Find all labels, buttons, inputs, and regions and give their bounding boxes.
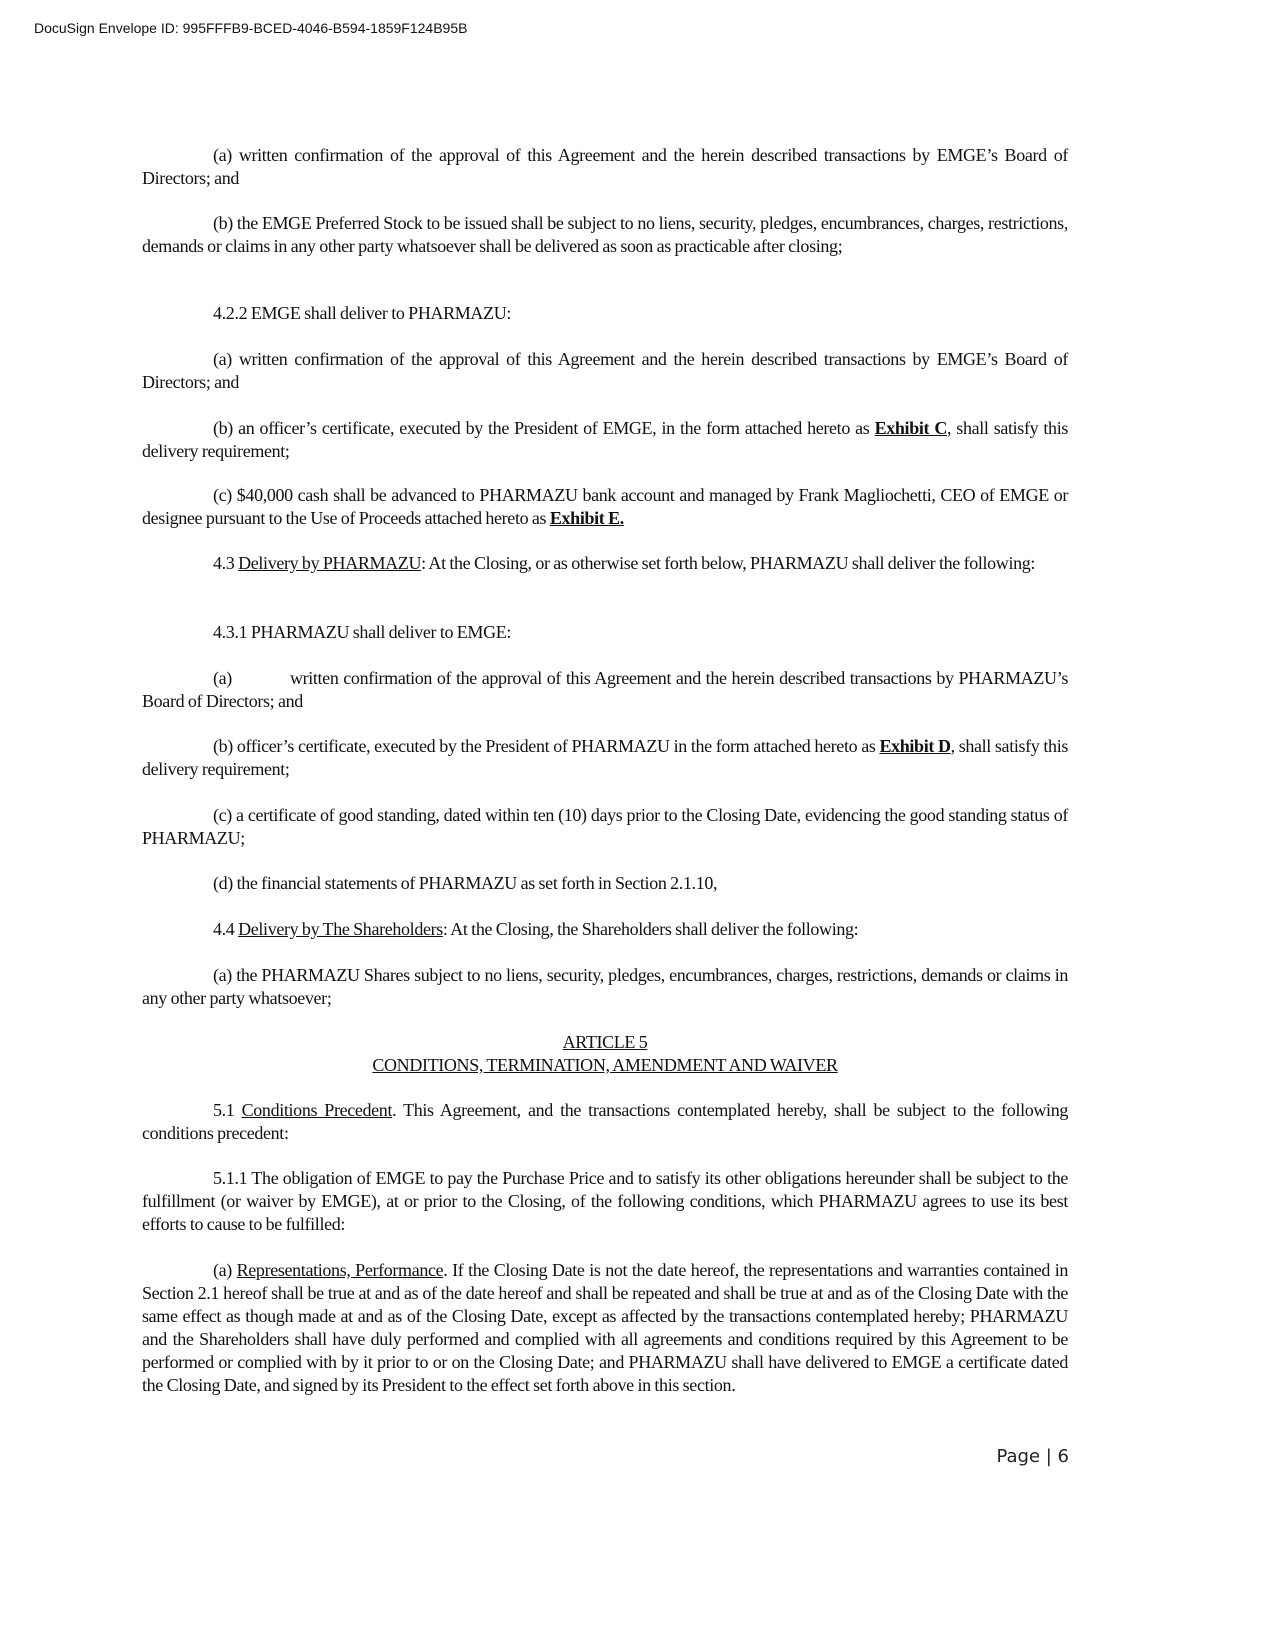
paragraph (142, 348, 1068, 394)
text-segment: : At the Closing, or as otherwise set forth below, PHARMAZU shall deliver the following: (421, 553, 1036, 573)
exhibit-reference: Exhibit E. (549, 508, 624, 528)
text-segment: written confirmation of the approval of this Agreement and the herein described transactions by PHARMAZU’s Board of Directors; and (142, 668, 1068, 711)
paragraph (142, 735, 1068, 781)
text-segment: (b) an officer’s certificate, executed by the President of EMGE, in the form attached hereto as (213, 418, 875, 438)
text-segment: 4.3.1 PHARMAZU shall deliver to EMGE: (213, 622, 512, 642)
underlined-term: CONDITIONS, TERMINATION, AMENDMENT AND WAIVER (372, 1055, 838, 1075)
paragraph (142, 1167, 1068, 1236)
text-segment: (a) the PHARMAZU Shares subject to no liens, security, pledges, encumbrances, charges, restrictions, demands or claims in any other party whatsoever; (142, 965, 1068, 1008)
text-segment: (b) the EMGE Preferred Stock to be issued shall be subject to no liens, security, pledges, encumbrances, charges, restrictions, demands or claims in any other party whatsoever shall be delivered as soon as practicable after closing; (142, 213, 1068, 256)
text-segment: (b) officer’s certificate, executed by the President of PHARMAZU in the form attached hereto as (213, 736, 880, 756)
underlined-term: Representations, Performance (236, 1260, 444, 1280)
article-heading (142, 1031, 1068, 1077)
text-segment: (a) written confirmation of the approval of this Agreement and the herein described transactions by EMGE’s Board of Directors; and (142, 349, 1068, 392)
paragraph (142, 621, 1068, 644)
exhibit-reference: Exhibit C (874, 418, 947, 438)
docusign-envelope-id: DocuSign Envelope ID: 995FFFB9-BCED-4046-B594-1859F124B95B (34, 20, 468, 36)
paragraph (142, 484, 1068, 530)
text-segment: (a) (213, 1260, 237, 1280)
underlined-term: Conditions Precedent (241, 1100, 393, 1120)
text-segment: . This Agreement, and the transactions contemplated hereby, shall be subject to the following conditions precedent: (142, 1100, 1068, 1143)
paragraph (142, 804, 1068, 850)
text-segment: 5.1.1 The obligation of EMGE to pay the Purchase Price and to satisfy its other obligations hereunder shall be subject to the fulfillment (or waiver by EMGE), at or prior to the Closing, of the following conditions, which PHARMAZU agrees to use its best efforts to cause to be fulfilled: (142, 1168, 1068, 1234)
paragraph (142, 552, 1068, 575)
paragraph (142, 964, 1068, 1010)
text-segment: (a) written confirmation of the approval of this Agreement and the herein described transactions by EMGE’s Board of Directors; and (142, 145, 1068, 188)
text-segment: (d) the financial statements of PHARMAZU as set forth in Section 2.1.10, (213, 873, 718, 893)
text-segment: , shall satisfy this delivery requirement; (142, 736, 1068, 779)
text-segment: : At the Closing, the Shareholders shall deliver the following: (442, 919, 859, 939)
paragraph (142, 144, 1068, 190)
paragraph (142, 212, 1068, 258)
exhibit-reference: Exhibit D (879, 736, 951, 756)
text-segment: , shall satisfy this delivery requirement; (142, 418, 1069, 461)
paragraph (142, 872, 1068, 895)
paragraph (142, 1259, 1068, 1397)
underlined-term: Delivery by PHARMAZU (238, 553, 422, 573)
paragraph (142, 417, 1068, 463)
text-segment: (c) a certificate of good standing, dated within ten (10) days prior to the Closing Date, evidencing the good standing status of PHARMAZU; (142, 805, 1068, 848)
text-segment: (c) $40,000 cash shall be advanced to PHARMAZU bank account and managed by Frank Magliochetti, CEO of EMGE or designee pursuant to the Use of Proceeds attached hereto as (142, 485, 1068, 528)
paragraph (142, 667, 1068, 713)
paragraph (142, 302, 1068, 325)
text-segment: . If the Closing Date is not the date hereof, the representations and warranties contained in Section 2.1 hereof shall be true at and as of the date hereof and shall be repeated and shall be true at and as of the Closing Date with the same effect as though made at and as of the Closing Date, except as affected by the transactions contemplated hereby; PHARMAZU and the Shareholders shall have duly performed and complied with all agreements and conditions required by this Agreement to be performed or complied with by it prior to or on the Closing Date; and PHARMAZU shall have delivered to EMGE a certificate dated the Closing Date, and signed by its President to the effect set forth above in this section. (142, 1260, 1069, 1395)
text-segment: 4.4 (213, 919, 239, 939)
paragraph (142, 1099, 1068, 1145)
underlined-term: ARTICLE 5 (562, 1032, 648, 1052)
text-segment: 4.2.2 EMGE shall deliver to PHARMAZU: (213, 303, 512, 323)
page-number: Page | 6 (996, 1446, 1069, 1467)
text-segment: 4.3 (213, 553, 239, 573)
text-segment: (a) (213, 668, 232, 688)
underlined-term: Delivery by The Shareholders (238, 919, 443, 939)
paragraph (142, 918, 1068, 941)
text-segment: 5.1 (213, 1100, 242, 1120)
